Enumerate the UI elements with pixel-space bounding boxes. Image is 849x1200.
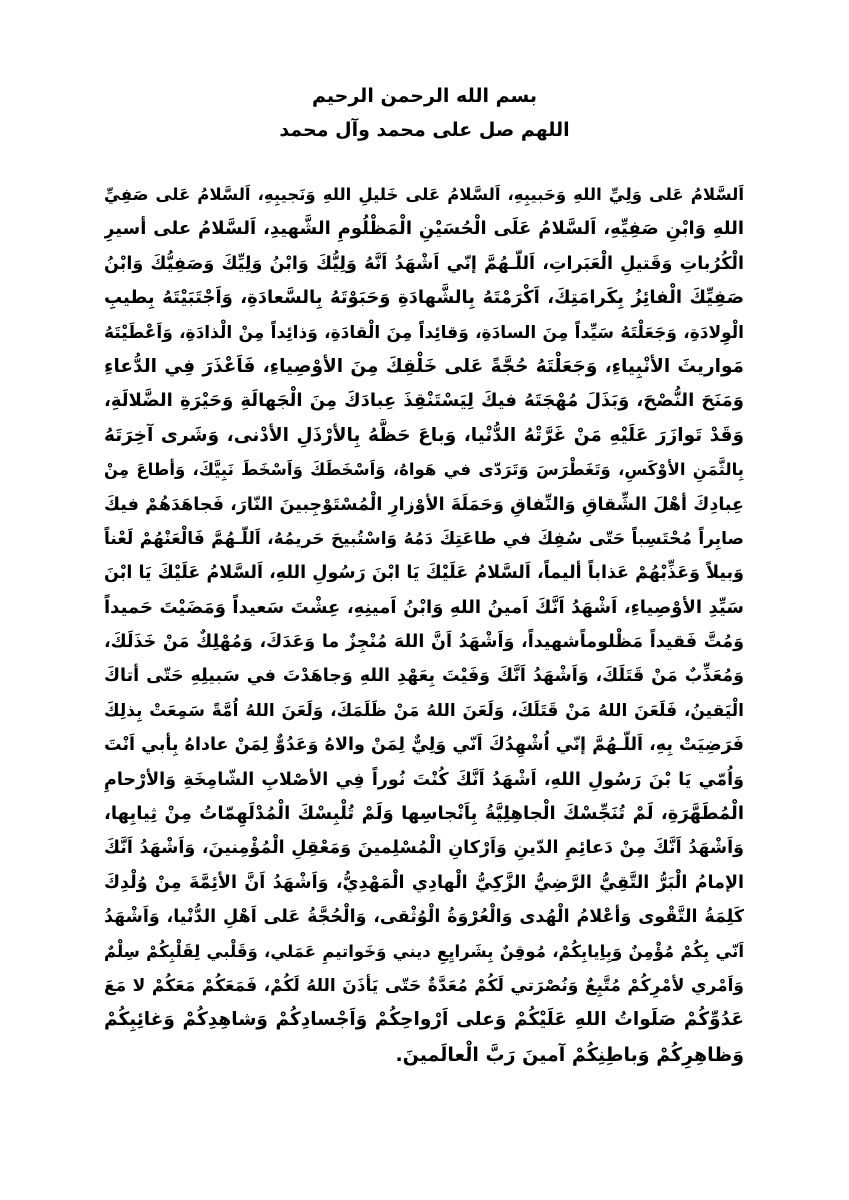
text-line: الْيَقينُ، فَلَعَنَ اللهُ مَنْ قَتَلَكَ، وَلَعَنَ اللهُ مَنْ ظَلَمَكَ، وَلَعَنَ اللهُ اُمَّةً سَمِعَتْ بِذلِكَ xyxy=(104,700,744,721)
text-line: كَلِمَةُ التَّقْوى وَأعْلامُ الْهُدى وَالْعُرْوَةُ الْوُثْقى، وَالْحُجَّةُ عَلى اَهْلِ الدُّنْيا، وَاَشْهَدُ xyxy=(104,907,744,928)
text-line: وَاُمّي يَا بْنَ رَسُولِ اللهِ، اَشْهَدُ اَنَّكَ كُنْتَ نُوراً فِي الأصْلابِ الشّامِخَةِ وَالأرْحامِ xyxy=(104,769,744,790)
text-line: الْكُرُباتِ وَقَتيلِ الْعَبَراتِ، اَللّـهُمَّ إنّي اَشْهَدُ اَنَّهُ وَلِيُّكَ وَابْنُ وَلِيِّكَ وَصَفِيُّكَ وَابْنُ xyxy=(104,253,744,274)
text-line: سَيِّدِ الأوْصِياءِ، اَشْهَدُ اَنَّكَ اَمينُ اللهِ وَابْنُ اَمينِهِ، عِشْتَ سَعيداً وَمَضَيْتَ حَميداً xyxy=(104,596,744,618)
text-line: وَاَمْري لأمْرِكُمْ مُتَّبِعٌ وَنُصْرَتي لَكُمْ مُعَدَّةٌ حَتّى يَأذَنَ اللهُ لَكُمْ، فَمَعَكُمْ مَعَكُمْ لا مَعَ xyxy=(104,975,744,996)
text-line: اَلسَّلامُ عَلى وَلِيِّ اللهِ وَحَبيبِهِ، اَلسَّلامُ عَلى خَليلِ اللهِ وَنَجيبِهِ، اَلسَّلامُ عَلى صَفِيِّ xyxy=(104,185,744,204)
text-line-last: وَظاهِرِكُمْ وَباطِنِكُمْ آمينَ رَبَّ الْعالَمينَ. xyxy=(395,1043,744,1066)
salawat-heading: اللهم صل على محمد وآل محمد xyxy=(279,119,570,141)
text-line: الْمُطَهَّرَةِ، لَمْ تُنَجِّسْكَ الْجاهِلِيَّةُ بِاَنْجاسِها وَلَمْ تُلْبِسْكَ الْمُدْلَهِمّاتُ مِنْ ثِيابِها، xyxy=(104,803,744,825)
text-line: صَفِيِّكَ الْفائِزُ بِكَرامَتِكَ، اَكْرَمْتَهُ بِالشَّهادَةِ وَحَبَوْتَهُ بِالسَّعادَةِ، وَاَجْتَبَيْتَهُ بِطيبِ xyxy=(104,287,744,309)
text-line: صابِراً مُحْتَسِباً حَتّى سُفِكَ في طاعَتِكَ دَمُهُ وَاسْتُبيحَ حَريمُهُ، اَللّـهُمَّ فَالْعَنْهُمْ لَعْناً xyxy=(104,528,744,549)
text-line: وَقَدْ تَوازَرَ عَلَيْهِ مَنْ غَرَّتْهُ الدُّنْيا، وَباعَ حَظَّهُ بِالأرْذَلِ الأدْنى، وَشَرى آخِرَتَهُ xyxy=(104,424,744,446)
text-line: وَمَنَحَ النُّصْحَ، وَبَذَلَ مُهْجَتَهُ فيكَ لِيَسْتَنْقِذَ عِبادَكَ مِنَ الْجَهالَةِ وَحَيْرَةِ الضَّلالَةِ، xyxy=(104,390,744,412)
text-line: الْوِلادَةِ، وَجَعَلْتَهُ سَيِّداً مِنَ السادَةِ، وَقائِداً مِنَ الْقادَةِ، وَذائِداً مِنْ الْذادَةِ، وَاَعْطَيْتَهُ xyxy=(104,322,744,343)
basmala-heading: بسم الله الرحمن الرحيم xyxy=(312,85,537,107)
text-line: اللهِ وَابْنِ صَفِيِّهِ، اَلسَّلامُ عَلَى الْحُسَيْنِ الْمَظْلُومِ الشَّهيدِ، اَلسَّلامُ على أسيرِ xyxy=(104,218,744,240)
text-line: وَبيلاً وَعَذِّبْهُمْ عَذاباً أليماً، اَلسَّلامُ عَلَيْكَ يَا ابْنَ رَسُولِ اللهِ، اَلسَّلامُ عَلَيْكَ يَا ابْنَ xyxy=(104,563,744,584)
text-line: عِبادِكَ أهْلَ الشِّقاقِ وَالنِّفاقِ وَحَمَلَةَ الأوْزارِ الْمُسْتَوْجِبينَ النّارَ، فَجاهَدَهُمْ فيكَ xyxy=(104,494,744,515)
text-line: عَدُوِّكُمْ صَلَواتُ اللهِ عَلَيْكُمْ وَعلى اَرْواحِكُمْ وَاَجْسادِكُمْ وَشاهِدِكُمْ وَغائِبِكُمْ xyxy=(104,1009,744,1031)
text-line: وَاَشْهَدُ اَنَّكَ مِنْ دَعائِمِ الدّينِ وَاَرْكانِ الْمُسْلِمينَ وَمَعْقِلِ الْمُؤْمِنينَ، وَاَشْهَدُ اَنَّكَ xyxy=(104,838,744,859)
text-line: اَنّي بِكُمْ مُؤْمِنٌ وَبِاِيابِكُمْ، مُوقِنٌ بِشَرايِعِ ديني وَخَواتيمِ عَمَلي، وَقَلْبي لِقَلْبِكُمْ سِلْمٌ xyxy=(104,941,744,961)
text-line: وَمُتَّ فَقيداً مَظْلوماًشهيداً، وَاَشْهَدُ اَنَّ اللهَ مُنْجِزٌ ما وَعَدَكَ، وَمُهْلِكٌ مَنْ خَذَلَكَ، xyxy=(104,632,744,653)
ziyarat-text xyxy=(104,178,744,1072)
text-line: مَواريثَ الأنْبِياءِ، وَجَعَلْتَهُ حُجَّةً عَلى خَلْقِكَ مِنَ الأوْصِياءِ، فَاَعْذَرَ فِي الدُّعاءِ xyxy=(104,355,744,377)
text-line: وَمُعَذِّبٌ مَنْ قَتَلَكَ، وَاَشْهَدُ اَنَّكَ وَفَيْتَ بِعَهْدِ اللهِ وَجاهَدْتَ في سَبيلِهِ حَتّى أتاكَ xyxy=(104,666,744,687)
text-line: الإمامُ الْبَرُّ التَّقِيُّ الرَّضِيُّ الزَّكِيُّ الْهادِي الْمَهْدِيُّ، وَاَشْهَدُ اَنَّ الأئِمَّةَ مِنْ وُلْدِكَ xyxy=(104,872,744,893)
text-line: بِالثَّمَنِ الأوْكَسِ، وَتَغَطْرَسَ وَتَرَدّى في هَواهُ، وَاَسْخَطَكَ وَاَسْخَطَ نَبِيَّكَ، وَأطاعَ مِنْ xyxy=(104,460,744,480)
text-line: فَرَضِيَتْ بِهِ، اَللّـهُمَّ إنّي اُشْهِدُكَ اَنّي وَلِيٌّ لِمَنْ والاهُ وَعَدُوٌّ لِمَنْ عاداهُ بِأبي اَنْتَ xyxy=(104,735,744,756)
